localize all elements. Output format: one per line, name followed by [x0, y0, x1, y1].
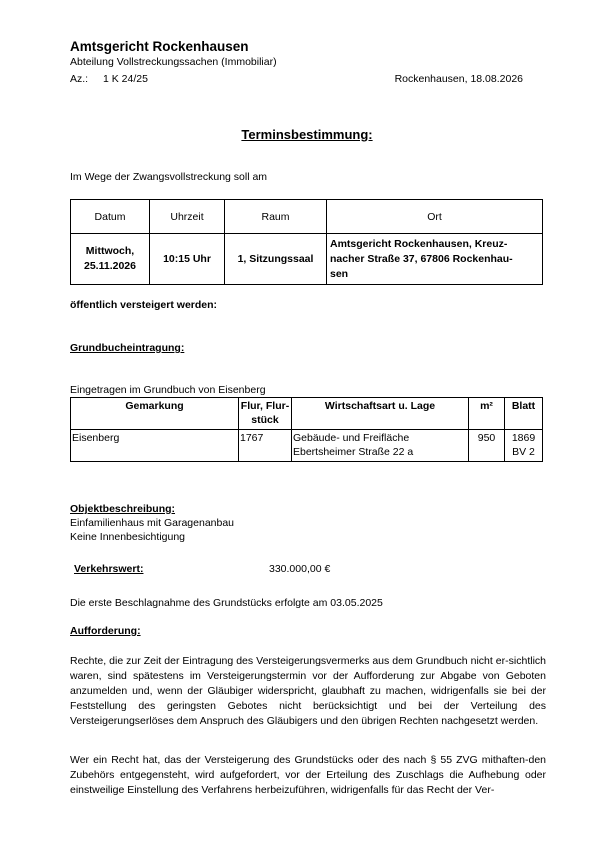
cell-gemarkung: Eisenberg: [71, 430, 239, 462]
cell-qm: 950: [469, 430, 505, 462]
land-register-table: [70, 397, 543, 462]
document-title: Terminsbestimmung:: [241, 127, 373, 142]
demand-heading: Aufforderung:: [70, 625, 141, 637]
cell-flur: 1767: [239, 430, 292, 462]
header-time: Uhrzeit: [150, 200, 225, 234]
cell-blatt: 1869 BV 2: [505, 430, 543, 462]
appointment-date: Mittwoch, 25.11.2026: [71, 234, 150, 285]
department: Abteilung Vollstreckungssachen (Immobiliar): [70, 56, 277, 68]
market-value-label: Verkehrswert:: [74, 563, 144, 575]
demand-paragraph-1: Rechte, die zur Zeit der Eintragung des Versteigerungsvermerks aus dem Grundbuch nicht er-sichtlich waren, sind spätestens im Versteigerungstermin vor der Aufforderung zur Abgabe von Geboten anzumelden und, wenn der Gläubiger widerspricht, glaubhaft zu machen, widrigenfalls sie bei der Feststellung des geringsten Gebotes nicht berücksichtigt und bei der Verteilung des Versteigerungserlöses dem Anspruch des Gläubigers und den übrigen Rechten nachgesetzt werden.: [70, 655, 546, 727]
intro-text: Im Wege der Zwangsvollstreckung soll am: [70, 171, 268, 183]
object-heading: Objektbeschreibung:: [70, 503, 176, 515]
header-location: Ort: [327, 200, 543, 234]
appointment-location: Amtsgericht Rockenhausen, Kreuz- nacher Straße 37, 67806 Rockenhau- sen: [327, 234, 543, 285]
header-room: Raum: [225, 200, 327, 234]
header-flur: Flur, Flur- stück: [239, 398, 292, 430]
demand-paragraph-2: Wer ein Recht hat, das der Versteigerung des Grundstücks oder des nach § 55 ZVG mithaften-den Zubehörs entgegensteht, wird aufgefordert, vor der Erteilung des Zuschlags die Aufhebung oder einstweilige Einstellung des Verfahrens herbeizuführen, widrigenfalls für das Recht der Ver-: [70, 754, 546, 796]
header-blatt: Blatt: [505, 398, 543, 430]
appointment-table-header: [71, 200, 543, 234]
court-name: Amtsgericht Rockenhausen: [70, 39, 249, 54]
header-date: Datum: [71, 200, 150, 234]
appointment-table: [70, 199, 543, 285]
object-line: Einfamilienhaus mit Garagenanbau: [70, 517, 235, 529]
case-number: [70, 73, 148, 85]
appointment-row: [71, 234, 543, 285]
land-table-header: [71, 398, 543, 430]
land-table-row: [71, 430, 543, 462]
market-value: 330.000,00 €: [269, 563, 331, 575]
seizure-text: Die erste Beschlagnahme des Grundstücks erfolgte am 03.05.2025: [70, 597, 383, 609]
object-line: Keine Innenbesichtigung: [70, 531, 186, 543]
header-wirtschaftsart: Wirtschaftsart u. Lage: [292, 398, 469, 430]
cell-wirtschaftsart: Gebäude- und Freifläche Ebertsheimer Straße 22 a: [292, 430, 469, 462]
appointment-time: 10:15 Uhr: [150, 234, 225, 285]
case-number-value: 1 K 24/25: [103, 73, 148, 85]
place-date: Rockenhausen, 18.08.2026: [394, 73, 523, 85]
case-number-label: Az.:: [70, 73, 89, 85]
land-register-heading: Grundbucheintragung:: [70, 342, 185, 354]
appointment-room: 1, Sitzungssaal: [225, 234, 327, 285]
auction-text: öffentlich versteigert werden:: [70, 299, 218, 311]
header-gemarkung: Gemarkung: [71, 398, 239, 430]
land-register-intro: Eingetragen im Grundbuch von Eisenberg: [70, 384, 266, 396]
header-qm: m²: [469, 398, 505, 430]
